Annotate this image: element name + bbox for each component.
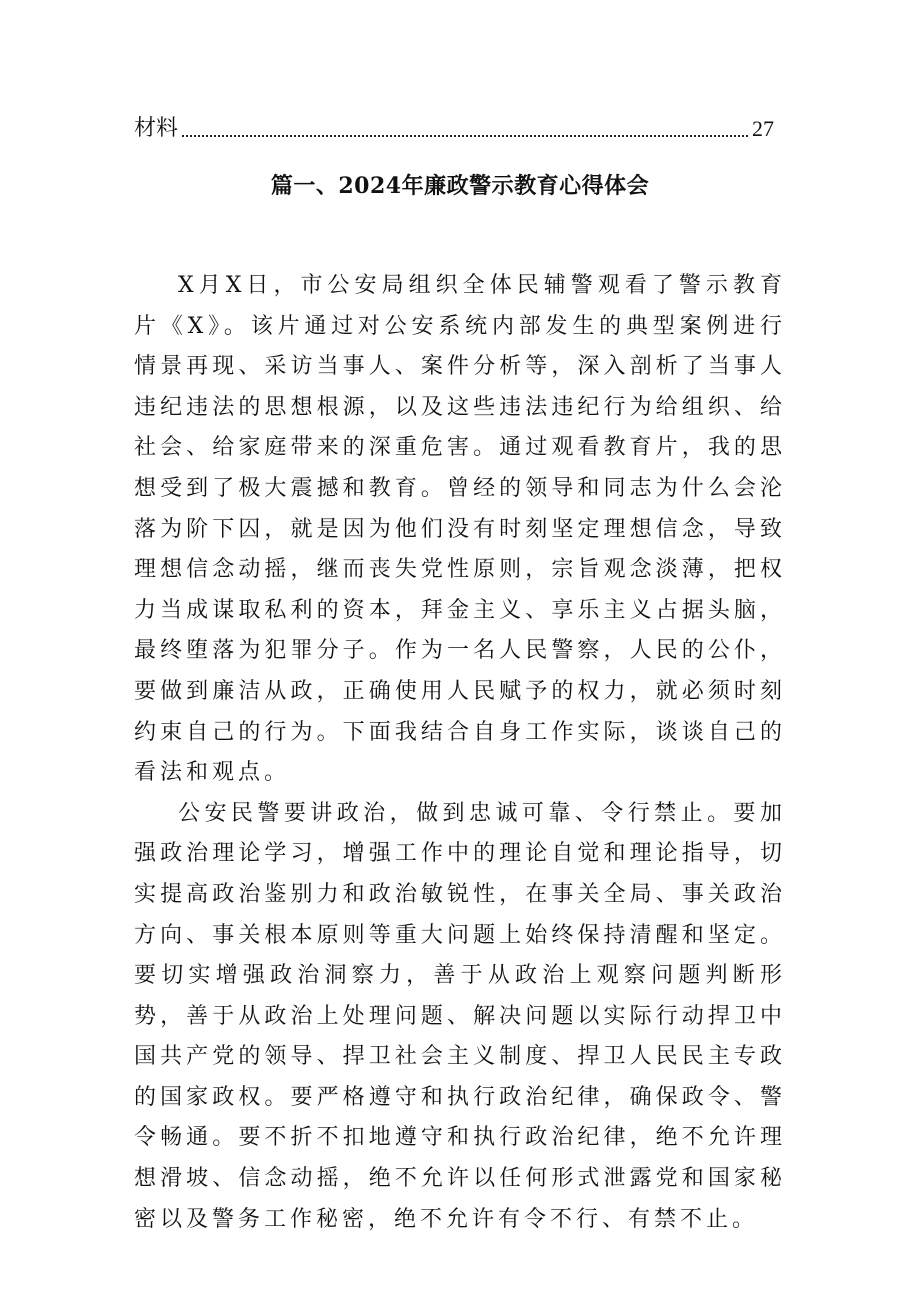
paragraph-1: X月X日，市公安局组织全体民辅警观看了警示教育片《X》。该片通过对公安系统内部发生的典型案例进行情景再现、采访当事人、案件分析等，深入剖析了当事人违纪违法的思想根源，以及这些违法违纪行为给组织、给社会、给家庭带来的深重危害。通过观看教育片，我的思想受到了极大震撼和教育。曾经的领导和同志为什么会沦落为阶下囚，就是因为他们没有时刻坚定理想信念，导致理想信念动摇，继而丧失党性原则，宗旨观念淡薄，把权力当成谋取私利的资本，拜金主义、享乐主义占据头脑，最终堕落为犯罪分子。作为一名人民警察，人民的公仆，要做到廉洁从政，正确使用人民赋予的权力，就必须时刻约束自己的行为。下面我结合自身工作实际，谈谈自己的看法和观点。 xyxy=(134,273,786,786)
toc-entry[interactable] xyxy=(134,113,774,145)
toc-leader-dots xyxy=(182,134,748,137)
document-body xyxy=(134,266,786,1240)
toc-entry-label: 材料 xyxy=(134,116,179,141)
section-title: 篇一、2024年廉政警示教育心得体会 xyxy=(270,173,650,199)
toc-page-number: 27 xyxy=(752,116,774,141)
paragraph-2: 公安民警要讲政治，做到忠诚可靠、令行禁止。要加强政治理论学习，增强工作中的理论自觉和理论指导，切实提高政治鉴别力和政治敏锐性，在事关全局、事关政治方向、事关根本原则等重大问题上始终保持清醒和坚定。要切实增强政治洞察力，善于从政治上观察问题判断形势，善于从政治上处理问题、解决问题以实际行动捍卫中国共产党的领导、捍卫社会主义制度、捍卫人民民主专政的国家政权。要严格遵守和执行政治纪律，确保政令、警令畅通。要不折不扣地遵守和执行政治纪律，绝不允许理想滑坡、信念动摇，绝不允许以任何形式泄露党和国家秘密以及警务工作秘密，绝不允许有令不行、有禁不止。 xyxy=(134,800,786,1232)
